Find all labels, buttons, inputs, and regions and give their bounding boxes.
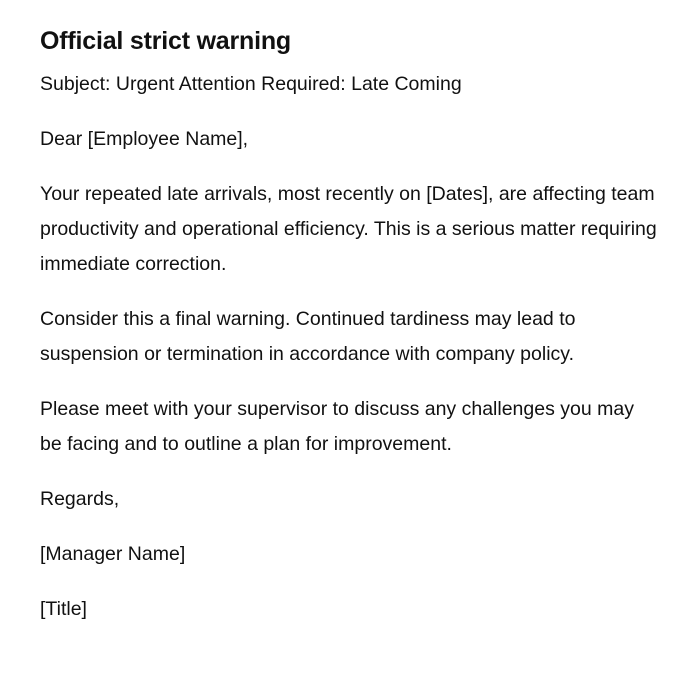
letter-closing: Regards, (40, 488, 120, 510)
letter-paragraph-final-warning: Consider this a final warning. Continued tardiness may lead to suspension or termination in accordance with company policy. (40, 308, 576, 365)
letter-greeting: Dear [Employee Name], (40, 128, 249, 150)
letter-paragraph-meeting: Please meet with your supervisor to discuss any challenges you may be facing and to outline a plan for improvement. (40, 398, 634, 455)
signature-title: [Title] (40, 598, 87, 620)
letter-document (40, 24, 660, 647)
letter-paragraph-lateness: Your repeated late arrivals, most recently on [Dates], are affecting team productivity and operational efficiency. This is a serious matter requiring immediate correction. (40, 183, 657, 275)
signature-name: [Manager Name] (40, 543, 186, 565)
letter-title: Official strict warning (40, 27, 292, 55)
letter-subject: Subject: Urgent Attention Required: Late Coming (40, 73, 462, 95)
